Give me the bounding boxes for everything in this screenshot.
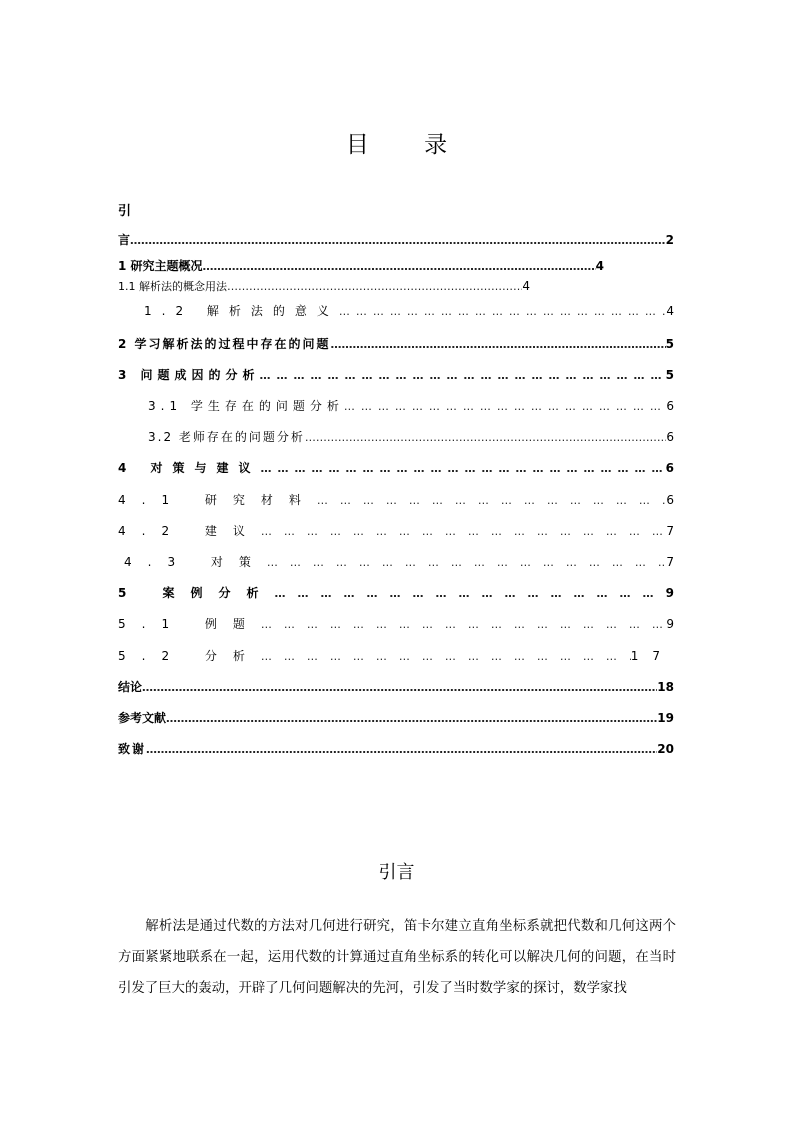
toc-leader-dots [261,649,631,665]
toc-entry-label: 结论 [118,680,143,694]
toc-entry-5[interactable] [118,585,674,602]
toc-title: 目 录 [345,132,472,158]
toc-entry-page: 2 [665,233,674,247]
toc-entry-page: 4 [595,259,604,273]
toc-leader-dots [260,368,666,384]
toc-leader-dots [344,399,666,415]
toc-entry-4-1[interactable] [118,492,674,509]
toc-entry-1-2[interactable] [144,303,674,320]
toc-entry-intro[interactable] [118,232,674,249]
toc-leader-dots [203,259,596,275]
toc-entry-2[interactable] [118,336,674,353]
toc-entry-references[interactable] [118,710,674,727]
toc-leader-dots [331,337,666,353]
toc-leader-dots [317,493,666,509]
intro-paragraph-text: 解析法是通过代数的方法对几何进行研究，笛卡尔建立直角坐标系就把代数和几何这两个方面紧紧地联系在一起，运用代数的计算通过直角坐标系的转化可以解决几何的问题，在当时引发了巨大的轰动，开辟了几何问题解决的先河，引发了当时数学家的探讨，数学家找 [118,919,676,996]
toc-leader-dots [261,617,666,633]
toc-entry-1[interactable] [118,258,604,275]
toc-entry-label: 5 案例分析 [118,586,275,600]
toc-entry-3[interactable] [118,367,674,384]
intro-paragraph [118,911,676,1004]
toc-entry-label: 2 学习解析法的过程中存在的问题 [118,337,331,351]
toc-entry-page: 7 [666,555,674,569]
toc-entry-label: 4.3 对策 [124,555,267,569]
toc-entry-label: 4.1 研究材料 [118,493,317,507]
toc-entry-label: 1.1 解析法的概念用法 [118,280,227,293]
toc-entry-page: 19 [657,711,674,725]
toc-entry-acknowledgements[interactable] [118,741,674,758]
toc-entry-label: 3.1 学生存在的问题分析 [148,399,344,413]
toc-leader-dots [146,742,657,758]
toc-entry-label: 3 问题成因的分析 [118,368,260,382]
toc-leader-dots [227,279,522,295]
toc-entry-3-1[interactable] [148,398,674,415]
toc-entry-4-3[interactable] [124,554,674,571]
toc-entry-label: 言 [118,233,131,247]
toc-entry-page: 7 [666,524,674,538]
toc-entry-4[interactable] [118,460,674,477]
toc-entry-label: 参考文献 [118,711,167,725]
toc-entry-page: 6 [666,399,674,413]
toc-leader-dots [261,461,666,477]
toc-entry-label: 致谢 [118,742,147,756]
toc-leader-dots [275,586,666,602]
toc-entry-1-1[interactable] [118,278,530,295]
toc-entry-label: 5.1 例题 [118,617,261,631]
toc-entry-label: 4.2 建议 [118,524,261,538]
toc-entry-5-1[interactable] [118,616,674,633]
toc-entry-page: 6 [666,430,674,444]
toc-leader-dots [267,555,666,571]
toc-entry-page: 5 [665,368,674,382]
toc-entry-label: 5.2 分析 [118,649,261,663]
toc-entry-page: 5 [665,337,674,351]
toc-leader-dots [261,524,666,540]
toc-entry-page: 18 [657,680,674,694]
toc-leader-dots [305,430,666,446]
toc-entry-5-2[interactable] [118,648,674,665]
toc-entry-label: 3.2 老师存在的问题分析 [148,430,305,444]
toc-entry-page: 4 [666,304,674,318]
toc-leader-dots [142,680,657,696]
toc-entry-page: 6 [666,493,674,507]
toc-entry-page: 9 [666,617,674,631]
toc-leader-dots [339,304,666,320]
toc-entry-3-2[interactable] [148,429,674,446]
toc-leader-dots [166,711,657,727]
toc-leader-dots [130,233,666,249]
toc-entry-conclusion[interactable] [118,679,674,696]
toc-entry-page: 6 [665,461,674,475]
toc-entry-page: 17 [630,649,674,663]
toc-entry-page: 4 [522,279,530,293]
intro-heading: 引言 [378,862,415,883]
toc-entry-label: 1 研究主题概况 [118,259,203,273]
toc-entry-label: 4 对策与建议 [118,461,261,475]
toc-entry-4-2[interactable] [118,523,674,540]
toc-entry-page: 9 [665,586,674,600]
toc-entry-intro-first-char: 引 [118,204,132,219]
toc-entry-page: 20 [657,742,674,756]
toc-entry-label: 1.2 解析法的意义 [144,304,339,318]
